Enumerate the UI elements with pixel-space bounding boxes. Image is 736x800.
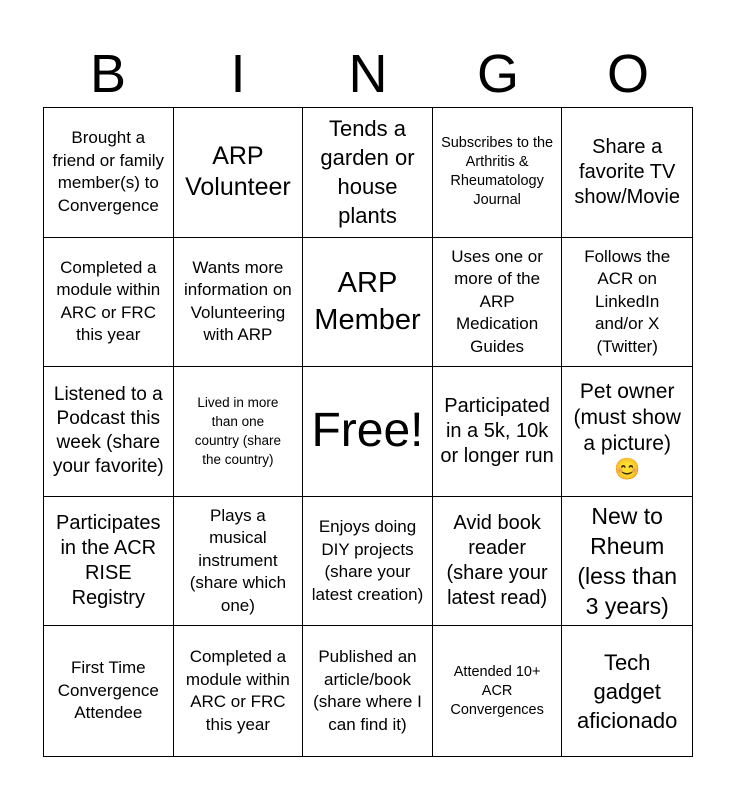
cell-text: Participated in a 5k, 10k or longer run — [440, 394, 554, 467]
cell-text: Completed a module within ARC or FRC this year — [56, 257, 161, 345]
bingo-cell-i5[interactable] — [174, 626, 304, 756]
cell-text: Wants more information on Volunteering with ARP — [184, 257, 292, 345]
cell-text: First Time Convergence Attendee — [57, 658, 159, 723]
header-letter-i: I — [230, 44, 246, 104]
header-letter-o: O — [606, 44, 649, 104]
cell-text: Lived in more than one country (share the country) — [194, 395, 282, 468]
header-letter-g: G — [476, 44, 519, 104]
bingo-cell-n3 — [303, 367, 433, 497]
bingo-cell-o1[interactable] — [562, 108, 692, 238]
bingo-cell-g4[interactable] — [433, 497, 563, 627]
cell-text: Subscribes to the Arthritis & Rheumatology Journal — [441, 135, 554, 209]
cell-text: Listened to a Podcast this week (share your favorite) — [52, 384, 164, 478]
header-letter-b: B — [89, 44, 127, 104]
cell-text: Tech gadget aficionado — [577, 649, 678, 733]
bingo-cell-g2[interactable] — [433, 238, 563, 368]
bingo-cell-g1[interactable] — [433, 108, 563, 238]
cell-text: Brought a friend or family member(s) to Convergence — [52, 128, 165, 215]
bingo-cell-b5[interactable] — [44, 626, 174, 756]
bingo-cell-b4[interactable] — [44, 497, 174, 627]
cell-text: Tends a garden or house plants — [320, 116, 415, 229]
cell-text: New to Rheum (less than 3 years) — [577, 503, 678, 620]
bingo-cell-i1[interactable] — [174, 108, 304, 238]
cell-text: Published an article/book (share where I can find it) — [313, 647, 422, 734]
cell-text: ARP Member — [314, 266, 421, 336]
cell-text: Participates in the ACR RISE Registry — [56, 512, 161, 610]
cell-text: Uses one or more of the ARP Medication Guides — [451, 246, 543, 356]
cell-text: Share a favorite TV show/Movie — [574, 135, 680, 208]
bingo-cell-i2[interactable] — [174, 238, 304, 368]
bingo-cell-o3[interactable] — [562, 367, 692, 497]
bingo-cell-b1[interactable] — [44, 108, 174, 238]
cell-text: ARP Volunteer — [185, 142, 291, 202]
bingo-cell-o4[interactable] — [562, 497, 692, 627]
cell-text: Pet owner (must show a picture) 😊 — [573, 380, 681, 482]
bingo-cell-i4[interactable] — [174, 497, 304, 627]
bingo-header — [43, 40, 693, 108]
cell-text: Completed a module within ARC or FRC this year — [185, 647, 290, 734]
cell-text: Attended 10+ ACR Convergences — [450, 663, 544, 718]
bingo-cell-b3[interactable] — [44, 367, 174, 497]
bingo-cell-n5[interactable] — [303, 626, 433, 756]
free-space-text: Free! — [311, 404, 424, 458]
bingo-cell-o2[interactable] — [562, 238, 692, 368]
bingo-cell-b2[interactable] — [44, 238, 174, 368]
cell-text: Follows the ACR on LinkedIn and/or X (Twitter) — [584, 246, 671, 356]
bingo-board — [43, 107, 693, 757]
bingo-cell-g3[interactable] — [433, 367, 563, 497]
bingo-cell-n4[interactable] — [303, 497, 433, 627]
bingo-cell-g5[interactable] — [433, 626, 563, 756]
cell-text: Enjoys doing DIY projects (share your latest creation) — [311, 517, 424, 604]
bingo-cell-n1[interactable] — [303, 108, 433, 238]
cell-text: Plays a musical instrument (share which one) — [189, 505, 287, 615]
bingo-cell-i3[interactable] — [174, 367, 304, 497]
header-letter-n: N — [348, 44, 388, 104]
bingo-cell-n2[interactable] — [303, 238, 433, 368]
cell-text: Avid book reader (share your latest read) — [446, 512, 548, 610]
bingo-cell-o5[interactable] — [562, 626, 692, 756]
